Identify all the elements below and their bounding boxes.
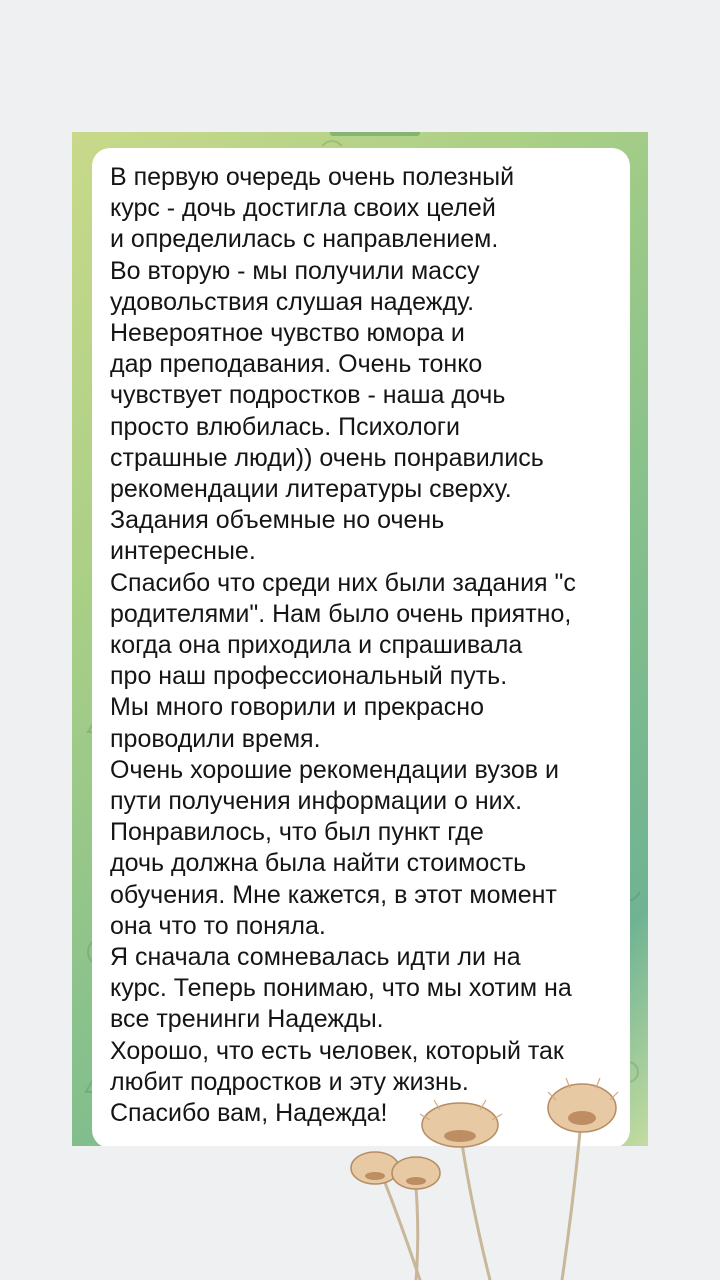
message-line: Спасибо вам, Надежда! [110, 1099, 388, 1128]
message-line: она что то поняла. [110, 911, 326, 940]
message-bubble[interactable] [92, 148, 630, 1146]
message-line: и определилась с направлением. [110, 225, 499, 254]
message-line: все тренинги Надежды. [110, 1005, 384, 1034]
message-line: дар преподавания. Очень тонко [110, 350, 483, 379]
message-line: Понравилось, что был пункт где [110, 818, 484, 847]
message-line: Невероятное чувство юмора и [110, 319, 465, 348]
message-line: просто влюбилась. Психологи [110, 412, 460, 441]
message-line: Мы много говорили и прекрасно [110, 693, 485, 722]
message-line: Хорошо, что есть человек, который так [110, 1036, 564, 1065]
message-line: любит подростков и эту жизнь. [110, 1067, 469, 1096]
message-line: курс - дочь достигла своих целей [110, 194, 496, 223]
message-line: страшные люди)) очень понравились [110, 443, 544, 472]
chat-screenshot [72, 132, 648, 1146]
message-line: Очень хорошие рекомендации вузов и [110, 755, 559, 784]
message-line: Спасибо что среди них были задания "с [110, 568, 576, 597]
message-line: дочь должна была найти стоимость [110, 849, 527, 878]
message-line: про наш профессиональный путь. [110, 662, 508, 691]
message-line: В первую очередь очень полезный [110, 163, 515, 191]
message-line: пути получения информации о них. [110, 787, 523, 816]
message-line: Я сначала сомневалась идти ли на [110, 943, 521, 972]
wallpaper-top-strip [330, 132, 420, 136]
message-line: родителями". Нам было очень приятно, [110, 599, 572, 628]
message-text [110, 162, 610, 1129]
message-line: курс. Теперь понимаю, что мы хотим на [110, 974, 572, 1003]
message-line: обучения. Мне кажется, в этот момент [110, 880, 557, 909]
message-line: удовольствия слушая надежду. [110, 287, 475, 316]
message-line: интересные. [110, 537, 256, 566]
message-line: Во вторую - мы получили массу [110, 256, 480, 285]
message-line: проводили время. [110, 724, 321, 753]
message-line: чувствует подростков - наша дочь [110, 381, 506, 410]
message-line: Задания объемные но очень [110, 506, 445, 535]
message-line: когда она приходила и спрашивала [110, 631, 523, 660]
message-line: рекомендации литературы сверху. [110, 475, 512, 504]
